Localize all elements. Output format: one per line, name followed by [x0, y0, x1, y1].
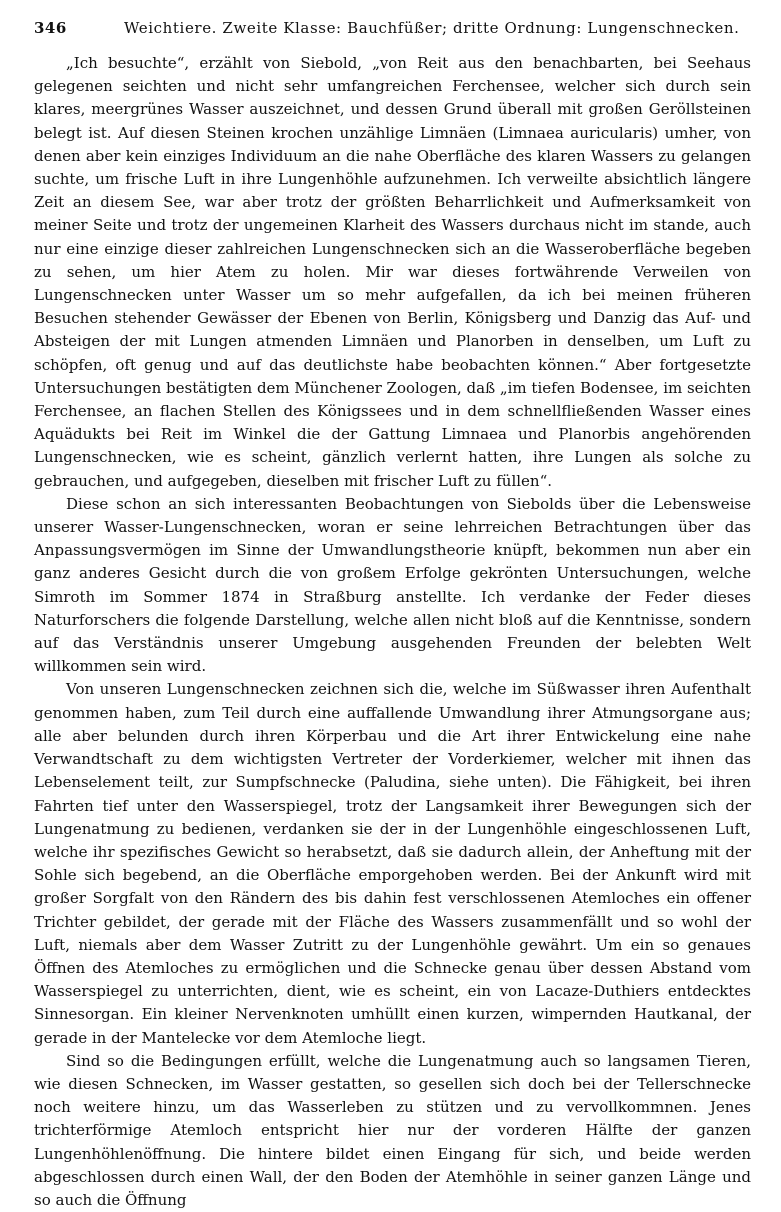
paragraph: Diese schon an sich interessanten Beobachtungen von Siebolds über die Lebensweise unserer Wasser-Lungenschnecken, woran er seine lehrreichen Betrachtungen über das Anpassungsvermögen im Sinne der Umwandlungstheorie knüpft, bekommen nun aber ein ganz anderes Gesicht durch die von großem Erfolge gekrönten Untersuchungen, welche Simroth im Sommer 1874 in Straßburg anstellte. Ich verdanke der Feder dieses Naturforschers die folgende Darstellung, welche allen nicht bloß auf die Kenntnisse, sondern auf das Verständnis unserer Umgebung ausgehenden Freunden der belebten Welt willkommen sein wird. — [34, 494, 751, 676]
body-text — [34, 52, 751, 1212]
paragraph: „Ich besuchte“, erzählt von Siebold, „von Reit aus den benachbarten, bei Seehaus gelegenen seichten und nicht sehr umfangreichen Ferchensee, welcher sich durch sein klares, meergrünes Wasser auszeichnet, und dessen Grund überall mit großen Geröllsteinen belegt ist. Auf diesen Steinen krochen unzählige Limnäen (Limnaea auricularis) umher, von denen aber kein einziges Individuum an die nahe Oberfläche des klaren Wassers zu gelangen suchte, um frische Luft in ihre Lungenhöhle aufzunehmen. Ich verweilte absichtlich längere Zeit an diesem See, war aber trotz der größten Beharrlichkeit und Aufmerksamkeit von meiner Seite und trotz der ungemeinen Klarheit des Wassers durchaus nicht im stande, auch nur eine einzige dieser zahlreichen Lungenschnecken sich an die Wasseroberfläche begeben zu sehen, um hier Atem zu holen. Mir war dieses fortwährende Verweilen von Lungenschnecken unter Wasser um so mehr aufgefallen, da ich bei meinen früheren Besuchen stehender Gewässer der Ebenen von Berlin, Königsberg und Danzig das Auf- und Absteigen der mit Lungen atmenden Limnäen und Planorben in denselben, um Luft zu schöpfen, oft genug und auf das deutlichste habe beobachten können.“ Aber fortgesetzte Untersuchungen bestätigten dem Münchener Zoologen, daß „im tiefen Bodensee, im seichten Ferchensee, an flachen Stellen des Königssees und in dem schnellfließenden Wasser eines Aquädukts bei Reit im Winkel die der Gattung Limnaea und Planorbis angehörenden Lungenschnecken, wie es scheint, gänzlich verlernt hatten, ihre Lungen als solche zu gebrauchen, und aufgegeben, dieselben mit frischer Luft zu füllen“. — [34, 54, 751, 490]
paragraph: Von unseren Lungenschnecken zeichnen sich die, welche im Süßwasser ihren Aufenthalt genommen haben, zum Teil durch eine auffallende Umwandlung ihrer Atmungsorgane aus; alle aber belunden durch ihren Körperbau und die Art ihrer Entwickelung eine nahe Verwandtschaft zu dem wichtigsten Vertreter der Vorderkiemer, welcher mit ihnen das Lebenselement teilt, zur Sumpfschnecke (Paludina, siehe unten). Die Fähigkeit, bei ihren Fahrten tief unter den Wasserspiegel, trotz der Langsamkeit ihrer Bewegungen sich der Lungenatmung zu bedienen, verdanken sie der in der Lungenhöhle eingeschlossenen Luft, welche ihr spezifisches Gewicht so herabsetzt, daß sie dadurch allein, der Anheftung mit der Sohle sich begebend, an die Oberfläche emporgehoben werden. Bei der Ankunft wird mit großer Sorgfalt von den Rändern des bis dahin fest verschlossenen Atemloches ein offener Trichter gebildet, der gerade mit der Fläche des Wassers zusammenfällt und so wohl der Luft, niemals aber dem Wasser Zutritt zu der Lungenhöhle gewährt. Um ein so genaues Öffnen des Atemloches zu ermöglichen und die Schnecke genau über dessen Abstand vom Wasserspiegel zu unterrichten, dient, wie es scheint, ein von Lacaze-Duthiers entdecktes Sinnesorgan. Ein kleiner Nervenknoten umhüllt einen kurzen, wimpernden Hautkanal, der gerade in der Mantelecke vor dem Atemloche liegt. — [34, 680, 751, 1047]
paragraph: Sind so die Bedingungen erfüllt, welche die Lungenatmung auch so langsamen Tieren, wie diesen Schnecken, im Wasser gestatten, so gesellen sich doch bei der Tellerschnecke noch weitere hinzu, um das Wasserleben zu stützen und zu vervollkommnen. Jenes trichterförmige Atemloch entspricht hier nur der vorderen Hälfte der ganzen Lungenhöhlenöffnung. Die hintere bildet einen Eingang für sich, und beide werden abgeschlossen durch einen Wall, der den Boden der Atemhöhle in seiner ganzen Länge und so auch die Öffnung — [34, 1051, 751, 1209]
page-number: 346 — [34, 19, 67, 37]
page-header — [34, 18, 751, 38]
running-head: Weichtiere. Zweite Klasse: Bauchfüßer; dritte Ordnung: Lungenschnecken. — [124, 19, 740, 37]
